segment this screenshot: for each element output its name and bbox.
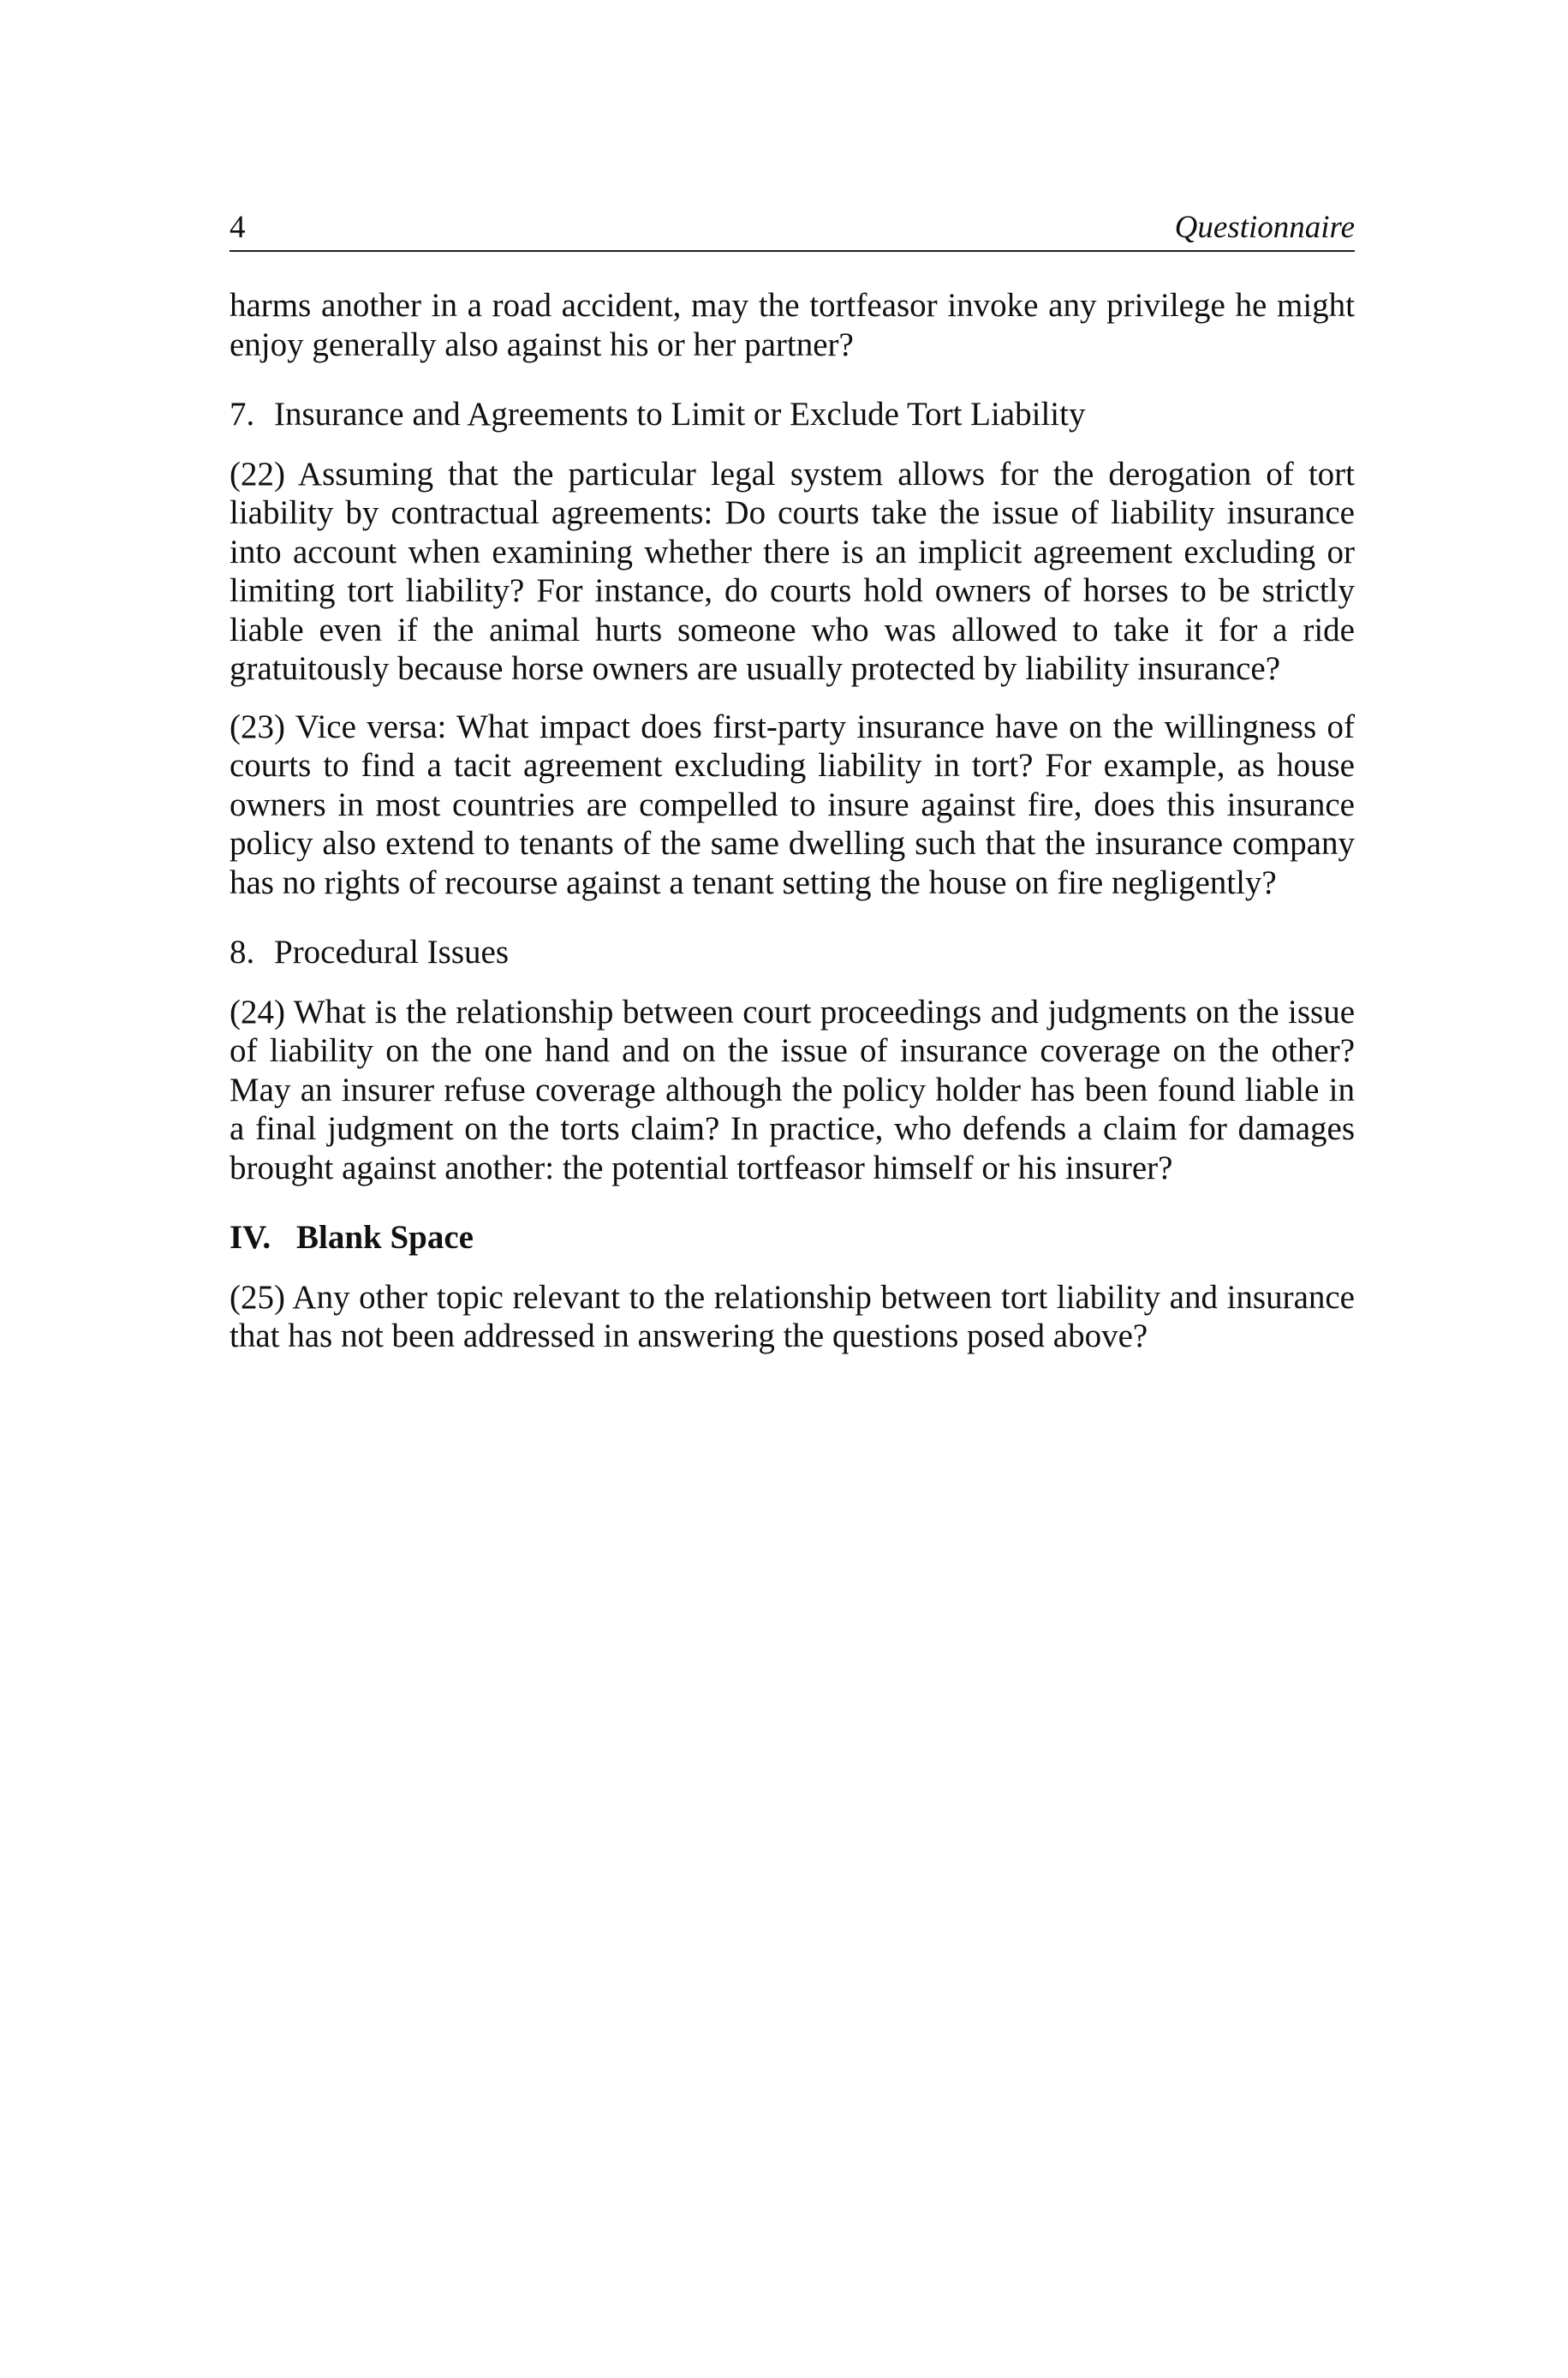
- continuation-paragraph: harms another in a road accident, may the tortfeasor invoke any privilege he might enjoy generally also against his or her partner?: [230, 287, 1355, 363]
- running-title: Questionnaire: [1174, 210, 1355, 245]
- part-number: IV.: [230, 1219, 271, 1256]
- part-title: Blank Space: [296, 1219, 474, 1256]
- page-body: [230, 286, 1355, 1356]
- section-title: Insurance and Agreements to Limit or Exclude Tort Liability: [274, 396, 1086, 433]
- question-22: (22) Assuming that the particular legal system allows for the derogation of tort liability by contractual agreements: Do courts take the issue of liability insurance into account when examining whether there is an implicit agreement excluding or limiting tort liability? For instance, do courts hold owners of horses to be strictly liable even if the animal hurts someone who was allowed to take it for a ride gratuitously because horse owners are usually protected by liability insurance?: [230, 455, 1355, 687]
- section-number: 8.: [230, 934, 255, 971]
- book-page: [230, 206, 1355, 1375]
- question-24: (24) What is the relationship between court proceedings and judgments on the issue of liability on the one hand and on the issue of insurance coverage on the other? May an insurer refuse coverage although the policy holder has been found liable in a final judgment on the torts claim? In practice, who defends a claim for damages brought against another: the potential tortfeasor himself or his insurer?: [230, 993, 1355, 1186]
- page-number: 4: [230, 210, 246, 245]
- question-25: (25) Any other topic relevant to the relationship between tort liability and insurance that has not been addressed in answering the questions posed above?: [230, 1278, 1355, 1354]
- section-heading-procedural-issues: [230, 933, 1355, 972]
- running-head: [230, 206, 1355, 252]
- section-title: Procedural Issues: [274, 934, 510, 971]
- part-heading-blank-space: [230, 1218, 1355, 1258]
- section-number: 7.: [230, 396, 255, 433]
- section-heading-insurance-agreements: [230, 395, 1355, 434]
- question-23: (23) Vice versa: What impact does first-party insurance have on the willingness of courts to find a tacit agreement excluding liability in tort? For example, as house owners in most countries are compelled to insure against fire, does this insurance policy also extend to tenants of the same dwelling such that the insurance company has no rights of recourse against a tenant setting the house on fire negligently?: [230, 708, 1355, 901]
